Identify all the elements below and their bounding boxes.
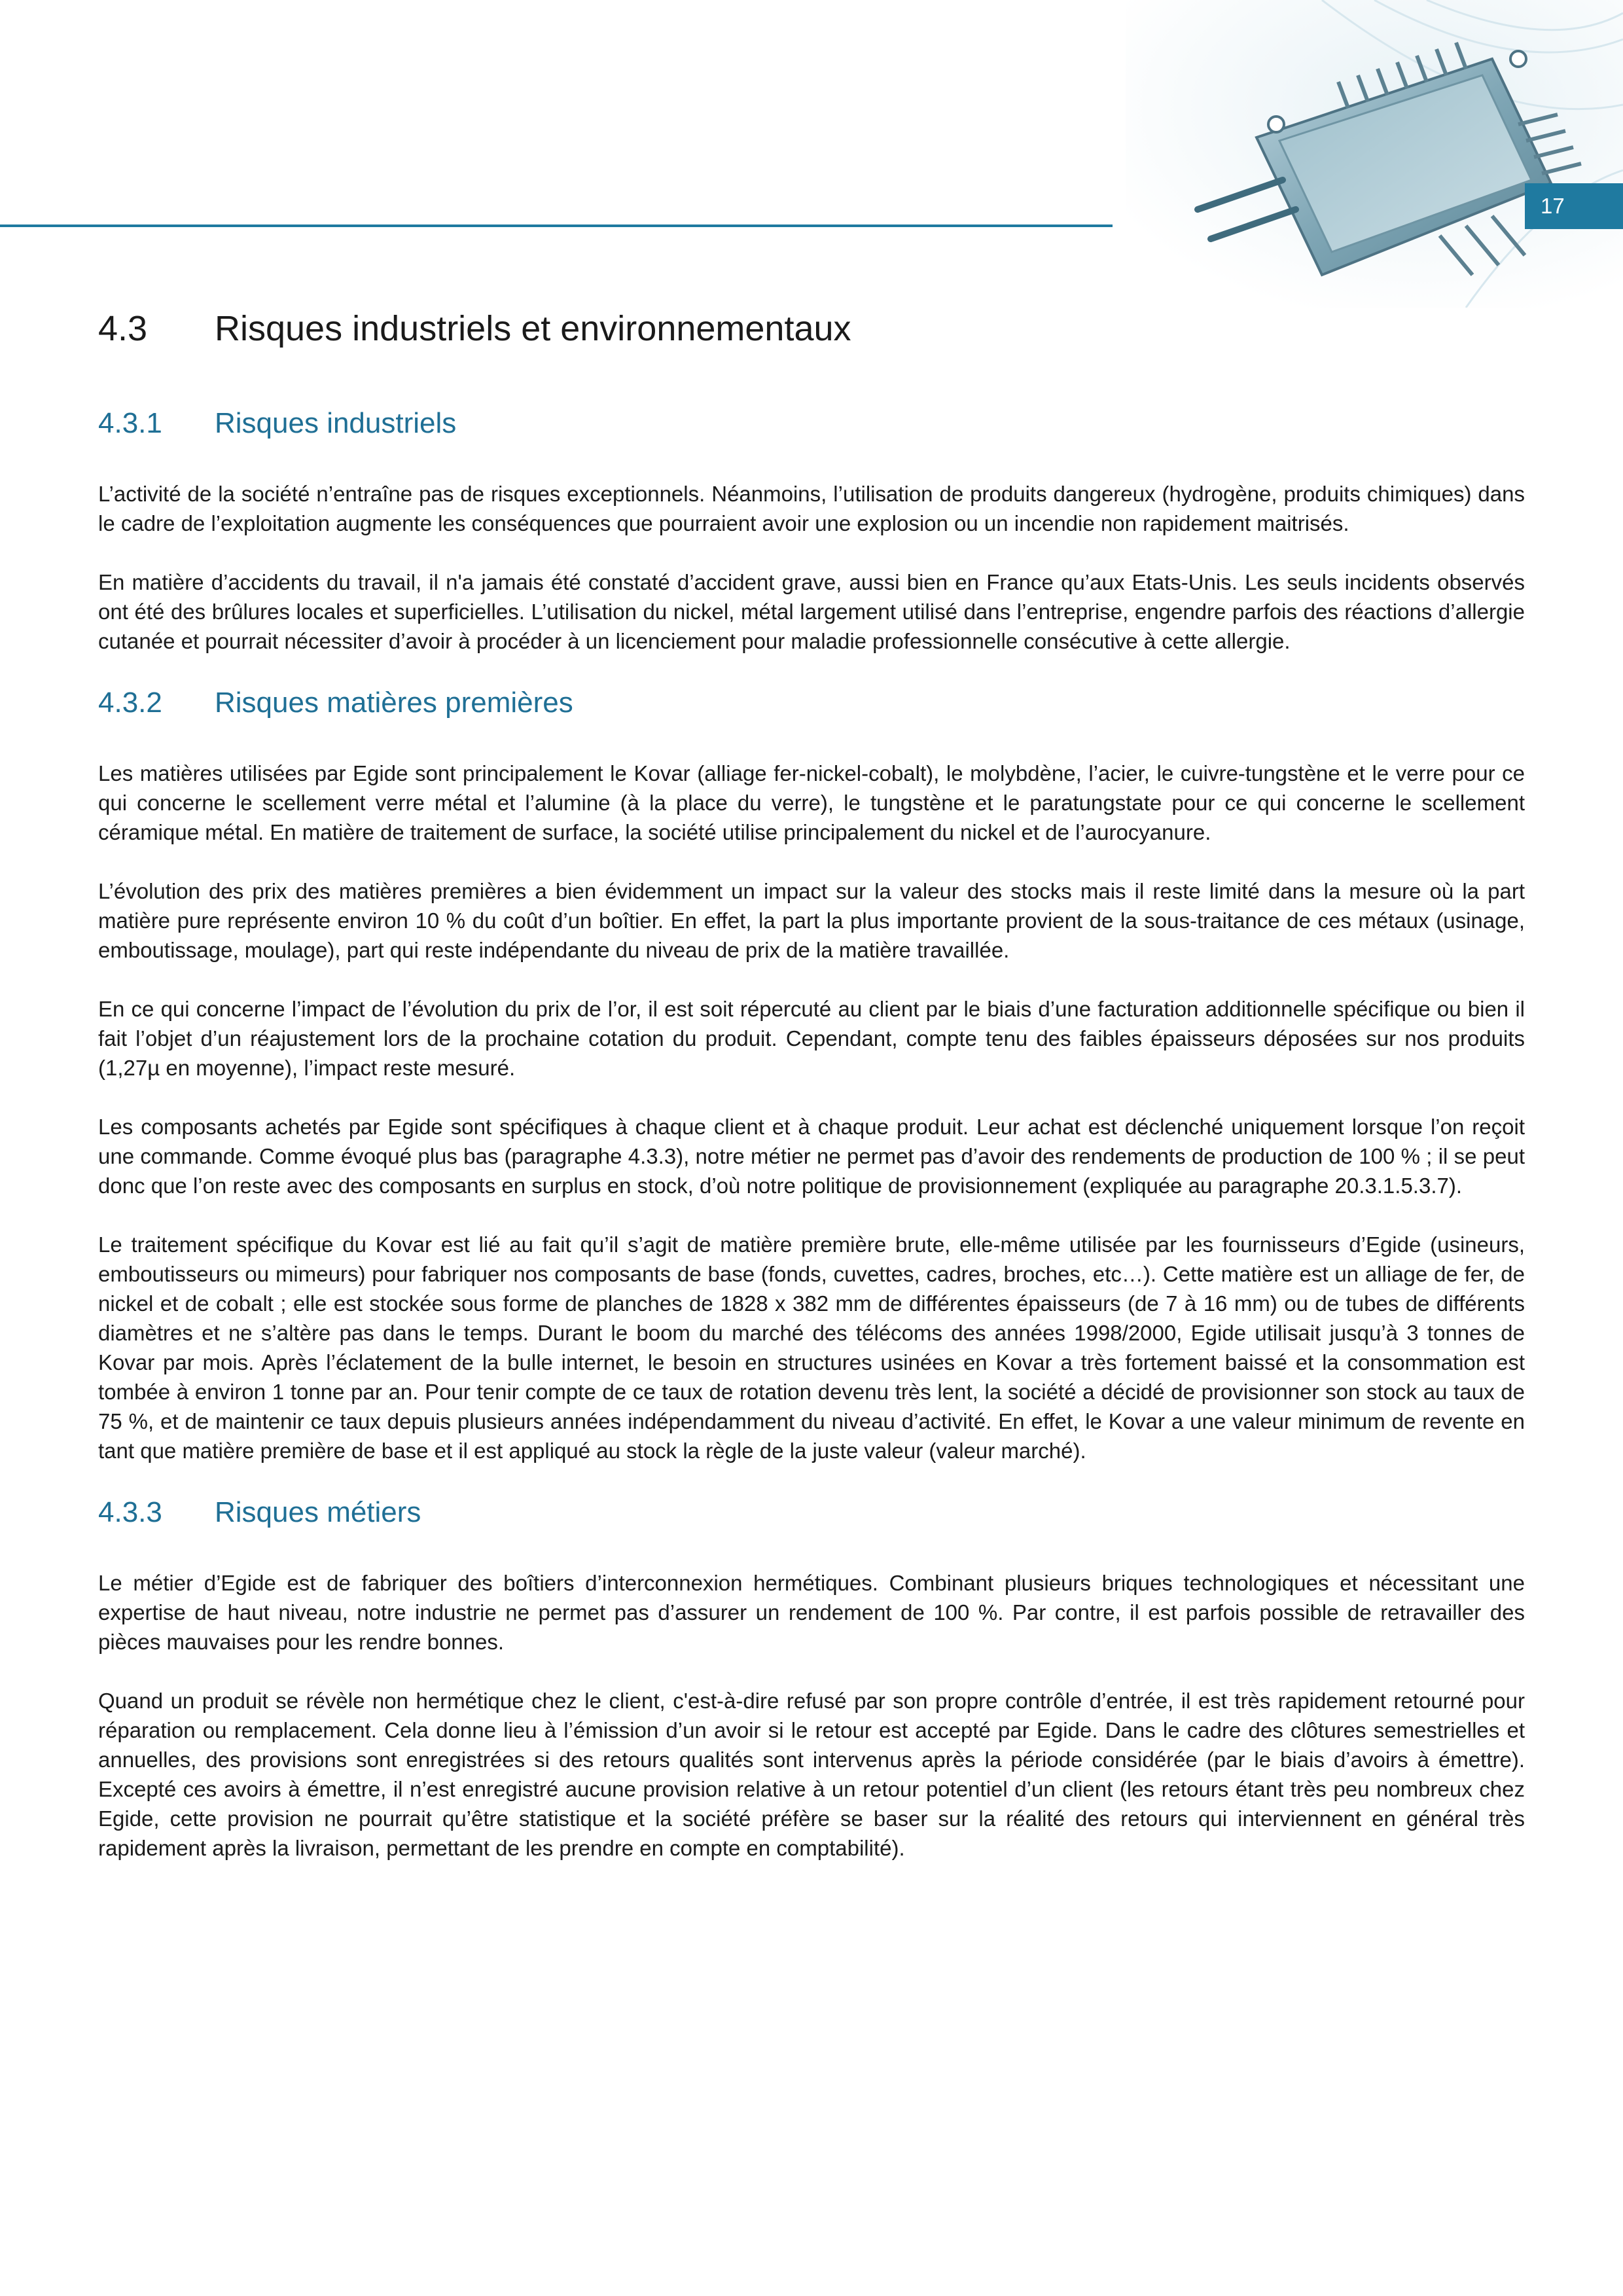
section-title: Risques industriels et environnementaux [215, 309, 851, 348]
subsection-number: 4.3.3 [98, 1496, 162, 1528]
paragraph: Le métier d’Egide est de fabriquer des boîtiers d’interconnexion hermétiques. Combinant plusieurs briques technologiques et nécessitant une expertise de haut niveau, notre industrie ne permet pas d’assurer un rendement de 100 %. Par contre, il est parfois possible de retravailler des pièces mauvaises pour les rendre bonnes. [98, 1571, 1525, 1654]
page-number: 17 [1525, 183, 1623, 229]
subsection-heading-4-3-2 [98, 685, 1525, 721]
paragraph: L’activité de la société n’entraîne pas de risques exceptionnels. Néanmoins, l’utilisation de produits dangereux (hydrogène, produits chimiques) dans le cadre de l’exploitation augmente les conséquences que pourraient avoir une explosion ou un incendie non rapidement maitrisés. [98, 482, 1525, 535]
subsection-title: Risques industriels [215, 407, 457, 439]
section-heading [98, 308, 1525, 350]
paragraph: Les matières utilisées par Egide sont principalement le Kovar (alliage fer-nickel-cobalt), le molybdène, l’acier, le cuivre-tungstène et le verre pour ce qui concerne le scellement verre métal et l’alumine (à la place du verre), le tungstène et le paratungstate pour ce qui concerne le scellement céramique métal. En matière de traitement de surface, la société utilise principalement du nickel et de l’aurocyanure. [98, 761, 1525, 844]
document-body [98, 308, 1525, 1892]
header-rule [0, 224, 1113, 227]
subsection-number: 4.3.2 [98, 687, 162, 719]
subsection-title: Risques métiers [215, 1496, 421, 1528]
subsection-heading-4-3-3 [98, 1495, 1525, 1530]
paragraph: En ce qui concerne l’impact de l’évolution du prix de l’or, il est soit répercuté au client par le biais d’une facturation additionnelle spécifique ou bien il fait l’objet d’un réajustement lors de la prochaine cotation du produit. Cependant, compte tenu des faibles épaisseurs déposées sur nos produits (1,27µ en moyenne), l’impact reste mesuré. [98, 997, 1525, 1080]
subsection-title: Risques matières premières [215, 687, 573, 719]
paragraph: Les composants achetés par Egide sont spécifiques à chaque client et à chaque produit. Leur achat est déclenché uniquement lorsque l’on reçoit une commande. Comme évoqué plus bas (paragraphe 4.3.3), notre métier ne permet pas d’avoir des rendements de production de 100 % ; il se peut donc que l’on reste avec des composants en surplus en stock, d’où notre politique de provisionnement (expliquée au paragraphe 20.3.1.5.3.7). [98, 1115, 1525, 1198]
paragraph: Quand un produit se révèle non hermétique chez le client, c'est-à-dire refusé par son propre contrôle d’entrée, il est très rapidement retourné pour réparation ou remplacement. Cela donne lieu à l’émission d’un avoir si le retour est accepté par Egide. Dans le cadre des clôtures semestrielles et annuelles, des provisions sont enregistrées si des retours qualités sont intervenus après la période considérée (par le biais d’avoirs à émettre). Excepté ces avoirs à émettre, il n’est enregistré aucune provision relative à un retour potentiel d’un client (les retours étant très peu nombreux chez Egide, cette provision ne pourrait qu’être statistique et la société préfère se baser sur la réalité des retours qui interviennent en général très rapidement après la livraison, permettant de les prendre en compte en comptabilité). [98, 1689, 1525, 1860]
hermetic-package-photo-icon [1126, 0, 1623, 308]
paragraph: En matière d’accidents du travail, il n'a jamais été constaté d’accident grave, aussi bien en France qu’aux Etats-Unis. Les seuls incidents observés ont été des brûlures locales et superficielles. L’utilisation du nickel, métal largement utilisé dans l’entreprise, engendre parfois des réactions d’allergie cutanée et pourrait nécessiter d’avoir à procéder à un licenciement pour maladie professionnelle consécutive à cette allergie. [98, 570, 1525, 653]
section-number: 4.3 [98, 309, 148, 348]
paragraph: Le traitement spécifique du Kovar est lié au fait qu’il s’agit de matière première brute, elle-même utilisée par les fournisseurs d’Egide (usineurs, emboutisseurs ou mimeurs) pour fabriquer nos composants de base (fonds, cuvettes, cadres, broches, etc…). Cette matière est un alliage de fer, de nickel et de cobalt ; elle est stockée sous forme de planches de 1828 x 382 mm de différentes épaisseurs (de 7 à 16 mm) ou de tubes de différents diamètres et ne s’altère pas dans le temps. Durant le boom du marché des télécoms des années 1998/2000, Egide utilisait jusqu’à 3 tonnes de Kovar par mois. Après l’éclatement de la bulle internet, le besoin en structures usinées en Kovar a très fortement baissé et la consommation est tombée à environ 1 tonne par an. Pour tenir compte de ce taux de rotation devenu très lent, la société a décidé de provisionner son stock au taux de 75 %, et de maintenir ce taux depuis plusieurs années indépendamment du niveau d’activité. En effet, le Kovar a une valeur minimum de revente en tant que matière première de base et il est appliqué au stock la règle de la juste valeur (valeur marché). [98, 1232, 1525, 1463]
subsection-heading-4-3-1 [98, 406, 1525, 441]
subsection-number: 4.3.1 [98, 407, 162, 439]
paragraph: L’évolution des prix des matières premières a bien évidemment un impact sur la valeur des stocks mais il reste limité dans la mesure où la part matière pure représente environ 10 % du coût d’un boîtier. En effet, la part la plus importante provient de la sous-traitance de ces métaux (usinage, emboutissage, moulage), part qui reste indépendante du niveau de prix de la matière travaillée. [98, 879, 1525, 962]
